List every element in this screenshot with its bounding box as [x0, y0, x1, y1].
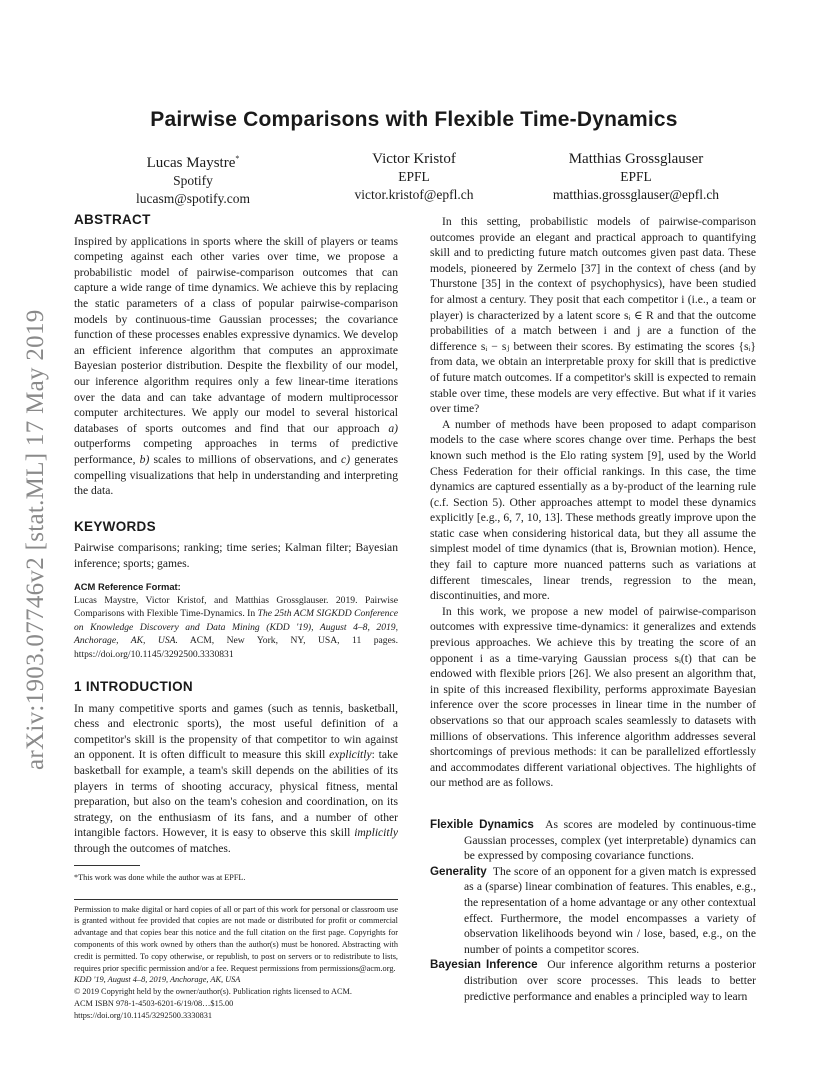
permission-notice: Permission to make digital or hard copies of all or part of this work for personal or classroom use is granted without fee provided that copies are not made or distributed for profit or commercial advantage and that copies bear this notice and the full citation on the first page. Copyrights for components of this work owned by others than the author(s) must be honored. Abstracting with credit is permitted. To copy otherwise, or republish, to post on servers or to redistribute to lists, requires prior specific permission and/or a fee. Request permissions from permissions@acm.org. — [74, 904, 398, 973]
highlights-list — [430, 817, 756, 1004]
permission-block — [74, 904, 398, 1022]
highlight-item: Flexible Dynamics As scores are modeled by continuous-time Gaussian processes, complex (yet interpretable) dynamics can be expressed by composing covariance functions. — [430, 817, 756, 863]
author-affiliation: EPFL — [620, 169, 652, 184]
footnote-rule — [74, 865, 140, 866]
conference-line: KDD '19, August 4–8, 2019, Anchorage, AK, USA — [74, 975, 241, 985]
intro-paragraph-4: In this work, we propose a new model of pairwise-comparison outcomes with expressive time-dynamics: it generalizes and extends previous approaches. We achieve this by treating the score of an opponent i as a time-varying Gaussian process sᵢ(t) that can be endowed with flexible priors [26]. We also present an algorithm that, in spite of this increased flexibility, performs approximate Bayesian inference over the score processes in linear time in the number of observations so that our approach scales seamlessly to datasets with millions of observations. This inference algorithm addresses several shortcomings of previous methods: it can be parallelized effortlessly and accommodates different variational objectives. The highlights of our method are as follows. — [430, 604, 756, 790]
keywords-heading: KEYWORDS — [74, 518, 156, 534]
permission-rule — [74, 899, 398, 900]
author-affiliation: Spotify — [173, 173, 213, 188]
section-heading-introduction: 1 INTRODUCTION — [74, 679, 193, 695]
author-block-3 — [516, 150, 756, 204]
author-name: Matthias Grossglauser — [568, 151, 704, 167]
author-block-2 — [294, 150, 534, 204]
arxiv-stamp: arXiv:1903.07746v2 [stat.ML] 17 May 2019 — [22, 309, 49, 770]
reference-format: ACM Reference Format: Lucas Maystre, Victor Kristof, and Matthias Grossglauser. 2019. Pairwise Comparisons with Flexible Time-Dynamics. In The 25th ACM SIGKDD Conference on Knowledge Discovery and Data Mining (KDD '19), August 4–8, 2019, Anchorage, AK, USA. ACM, New York, NY, USA, 11 pages. https://doi.org/10.1145/3292500.3330831 — [74, 581, 398, 660]
intro-paragraph-3: A number of methods have been proposed to adapt comparison models to the case where scores change over time. Perhaps the best known such method is the Elo rating system [9], used by the World Chess Federation for their official rankings. In this case, the time dynamics are captured essentially as a by-product of the learning rule (c.f. Section 5). Other approaches attempt to model these dynamics explicitly [e.g., 6, 7, 10, 13]. These methods greatly improve upon the static case when considering historical data, but they all assume the simplest model of time dynamics (that is, Brownian motion). Hence, they fail to capture more nuanced patterns such as variations at different timescales, linear trends, regression to the mean, discontinuities, and more. — [430, 417, 756, 603]
paper-title: Pairwise Comparisons with Flexible Time-Dynamics — [150, 108, 678, 131]
intro-paragraph-2: In this setting, probabilistic models of pairwise-comparison outcomes provide an elegant and practical approach to quantifying skill and to predicting future match outcomes given past data. These models, pioneered by Zermelo [37] in the context of chess (and by Thurstone [35] in the context of psychophysics), have been studied for almost a century. They posit that each competitor i (i.e., a team or player) is characterized by a latent score sᵢ ∈ R and that the outcome probabilities of a match between i and j are a function of the difference sᵢ − sⱼ between their scores. By estimating the scores {sᵢ} from data, we obtain an interpretable proxy for skill that is predictive of future match outcomes. If a competitor's skill is expected to remain stable over time, these models are very effective. But what if it varies over time? — [430, 215, 756, 416]
author-email: victor.kristof@epfl.ch — [354, 187, 474, 202]
intro-paragraph: In many competitive sports and games (such as tennis, basketball, chess and electronic sports), the most useful definition of a competitor's skill is the propensity of that competitor to win against an opponent. It is often difficult to measure this skill explicitly: take basketball for example, a team's skill depends on the abilities of its players in terms of shooting accuracy, physical fitness, mental preparation, but also on the team's cohesion and coordination, on its strategy, on the enthusiasm of its fans, and a number of other intangible factors. However, it is easy to observe this skill implicitly through the outcomes of matches. — [74, 701, 398, 855]
author-email: matthias.grossglauser@epfl.ch — [552, 187, 720, 202]
author-name: Lucas Maystre — [146, 155, 236, 171]
author-footnote-mark: * — [235, 154, 240, 163]
copyright-line: © 2019 Copyright held by the owner/author(s). Publication rights licensed to ACM. — [74, 987, 352, 997]
right-column — [430, 214, 756, 1004]
doi-line: https://doi.org/10.1145/3292500.3330831 — [74, 1010, 213, 1020]
author-block-1 — [73, 150, 313, 208]
abstract-text: Inspired by applications in sports where the skill of players or teams competing against each other varies over time, we propose a probabilistic model of pairwise-comparison outcomes that can capture a wide range of time dynamics. We achieve this by replacing the static parameters of a class of popular pairwise-comparison models by continuous-time Gaussian processes; the covariance function of these processes enables expressive dynamics. We develop an efficient inference algorithm that computes an approximate Bayesian posterior distribution. Despite the flexbility of our model, our inference algorithm requires only a few linear-time iterations over the data and can take advantage of modern multiprocessor computer architectures. We apply our model to several historical databases of sports outcomes and find that our approach a) outperforms competing approaches in terms of predictive performance, b) scales to millions of observations, and c) generates compelling visualizations that help in understanding and interpreting the data. — [74, 234, 398, 498]
author-affiliation: EPFL — [398, 169, 430, 184]
abstract-heading: ABSTRACT — [74, 212, 151, 227]
footnote: *This work was done while the author was at EPFL. — [74, 872, 246, 882]
highlight-item: Bayesian Inference Our inference algorithm returns a posterior distribution over score processes. This leads to better predictive performance and enables a principled way to learn — [430, 958, 756, 1003]
isbn-line: ACM ISBN 978-1-4503-6201-6/19/08…$15.00 — [74, 999, 234, 1009]
author-email: lucasm@spotify.com — [136, 191, 250, 206]
keywords-text: Pairwise comparisons; ranking; time series; Kalman filter; Bayesian inference; sports; games. — [74, 541, 398, 570]
author-name: Victor Kristof — [372, 151, 456, 167]
highlight-item: Generality The score of an opponent for a given match is expressed as a (sparse) linear combination of features. This enables, e.g., the representation of a home advantage or any other contextual effect. Furthermore, the model encompasses a variety of observation likelihoods beyond win / lose, based, e.g., on the number of points a competitor scores. — [430, 864, 756, 956]
reference-format-heading: ACM Reference Format: — [74, 581, 181, 593]
left-column — [74, 212, 398, 1022]
